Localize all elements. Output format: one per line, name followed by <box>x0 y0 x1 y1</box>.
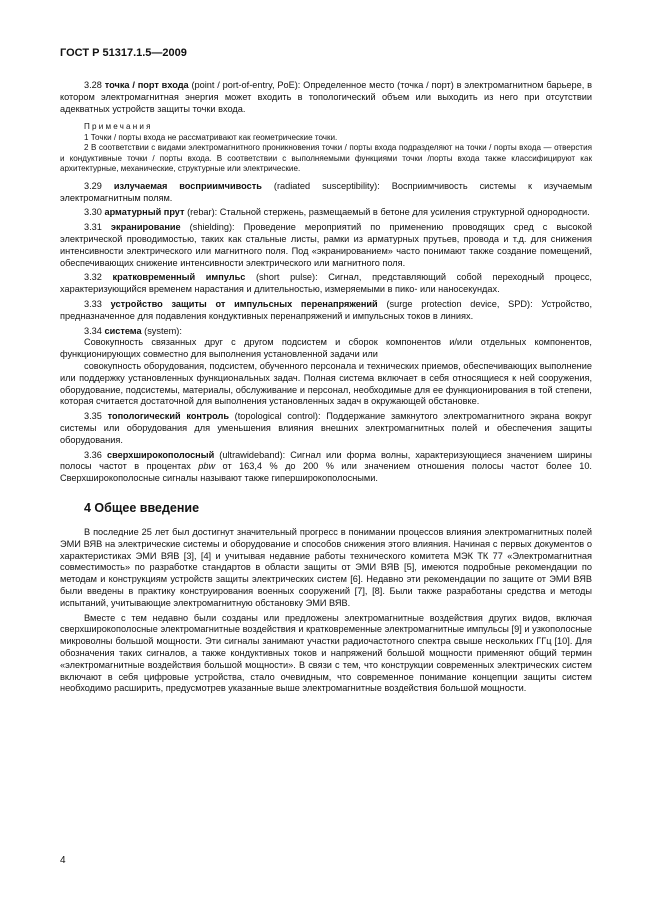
definition-text: (ultrawideband): Сигнал или форма волны, характеризующиеся значением ширины полосы частот в процентах <box>60 449 592 472</box>
definition-number: 3.36 <box>84 449 102 460</box>
definition-number: 3.35 <box>84 411 102 422</box>
definition-number: 3.30 <box>84 207 102 218</box>
definition-term: точка / порт входа <box>104 80 189 90</box>
definition-number: 3.33 <box>84 299 102 310</box>
definition-text: (point / port-of-entry, PoE): Определенное место (точка / порт) в электромагнитном барьере, в котором электромагнитная энергия может входить в топологический объем или выходить из него при отсутствии адекватных устройств защиты точки входа. <box>60 80 592 114</box>
section-4-heading: 4 Общее введение <box>84 501 200 516</box>
pbw-symbol: pbw <box>198 461 216 472</box>
system-definition-part-2: совокупность оборудования, подсистем, обученного персонала и технических приемов, обеспечивающих выполнение или поддержку установленных функциональных задач. Полная система включает в себя относящиеся к ней сооружения, оборудование, подсистемы, материалы, обслуживание и персонал, необходимые для ее функционирования в той степени, которая считается достаточной для выполнения установленных задач в окружающей обстановке. <box>60 361 592 407</box>
definition-text: (system): <box>141 325 182 336</box>
definition-text: (shielding): Проведение мероприятий по применению проводящих сред с высокой электрической проводимостью, таких как стальные листы, рамки из арматурных прутьев, провода и т.д. для снижения интенсивности электрического или магнитного поля. Под «экранированием» часто понимают также создание помещений, обеспечивающих снижение интенсивности электрического или магнитного поля. <box>60 222 592 268</box>
definition-text-continued: от 163,4 % до 200 % или значением отношения полосы частот более 10. Сверхширокополосные сигналы называют также гиперширокополосными. <box>60 461 592 484</box>
document-header: ГОСТ Р 51317.1.5—2009 <box>60 47 187 59</box>
definition-number: 3.32 <box>84 272 102 283</box>
definition-text: (short pulse): Сигнал, представляющий собой переходный процесс, характеризующийся временем нарастания и длительностью, измеряемыми в пико- или наносекундах. <box>60 272 592 295</box>
section-4-paragraph-2: Вместе с тем недавно были созданы или предложены электромагнитные воздействия других видов, включая сверхширокополосные электромагнитные воздействия и кратковременные электромагнитные импульсы [9] и узкополосные микроволны большой мощности. Эти сигналы занимают участки радиочастотного спектра свыше нескольких ГГц [10]. Для обозначения таких сигналов, а также кондуктивных токов и напряжений большой мощности применяют общий термин «электромагнитные воздействия большой мощности». В связи с тем, что конструкции современных электрических систем включают в себя цифровые устройства, стало очевидным, что современное понимание концепции защиты систем необходимо расширить, предусмотрев указанные выше электромагнитные воздействия большой мощности. <box>60 612 592 694</box>
definition-text: (radiated susceptibility): Восприимчивость системы к изучаемым электромагнитным полям. <box>60 180 593 203</box>
definition-term: сверхширокополосный <box>106 449 215 460</box>
section-4-paragraph-1: В последние 25 лет был достигнут значительный прогресс в понимании процессов влияния электромагнитных полей ЭМИ ВЯВ на электрические системы и оборудование и способов снижения этого влияния. Начиная с первых документов о характеристиках ЭМИ ВЯВ [3], [4] и учитывая недавние работы технического комитета МЭК ТК 77 «Электромагнитная совместимость» по разработке стандартов в области защиты от ЭМИ ВЯВ [5], имеются подробные рекомендации по методам и конструкциям устройств защиты электрических систем [6]. Недавно эти рекомендации по защите от ЭМИ ВЯВ были введены в практику конструирования военных сооружений [7], [8]. Были также разработаны средства и методы испытаний, учитывающие электромагнитную обстановку ЭМИ ВЯВ. <box>60 527 592 608</box>
definition-term: арматурный прут <box>104 207 185 218</box>
definition-number: 3.34 <box>84 325 102 336</box>
definition-term: система <box>104 325 142 336</box>
definition-term: экранирование <box>110 222 181 233</box>
definition-term: излучаемая восприимчивость <box>113 180 262 191</box>
page-number: 4 <box>60 855 66 866</box>
definition-number: 3.31 <box>84 222 102 233</box>
definition-text: (rebar): Стальной стержень, размещаемый в бетоне для усиления структурной однородности. <box>184 207 590 218</box>
definition-3-33 <box>60 299 592 323</box>
definition-term: топологический контроль <box>107 411 229 422</box>
definition-3-34 <box>60 326 592 338</box>
definition-number: 3.29 <box>84 180 102 191</box>
notes-block <box>60 122 592 175</box>
definition-3-28 <box>60 80 592 115</box>
notes-title: Примечания <box>84 122 153 132</box>
definition-text: (topological control): Поддержание замкнутого электромагнитного экрана вокруг системы или оборудования для уменьшения влияния внешних электромагнитных полей и обеспечения защиты оборудования. <box>60 411 592 445</box>
definition-3-31 <box>60 222 592 269</box>
document-body <box>60 80 592 695</box>
note-2: 2 В соответствии с видами электромагнитного проникновения точки / порты входа подразделяют на точки / порты входа — отверстия и кондуктивные точки / порты входа. В соответствии с выполняемыми функциями точки /порты входа также классифицируют как архитектурные, механические, структурные или электрические. <box>60 143 592 174</box>
definition-term: устройство защиты от импульсных перенапряжений <box>110 299 378 310</box>
definition-3-30 <box>60 207 592 219</box>
definition-number: 3.28 <box>84 80 102 90</box>
definition-3-35 <box>60 411 592 446</box>
definition-term: кратковременный импульс <box>112 272 246 283</box>
definition-3-36 <box>60 450 592 485</box>
definition-3-32 <box>60 272 592 296</box>
definition-3-29 <box>60 181 592 205</box>
definition-text: (surge protection device, SPD): Устройство, предназначенное для подавления кондуктивных перенапряжений и импульсных токов в линиях. <box>60 299 592 321</box>
system-definition-part-1: Совокупность связанных друг с другом подсистем и сборок компонентов и/или отдельных компонентов, функционирующих совместно для выполнения установленной задачи или <box>60 337 592 360</box>
note-1: 1 Точки / порты входа не рассматривают как геометрические точки. <box>84 132 338 142</box>
